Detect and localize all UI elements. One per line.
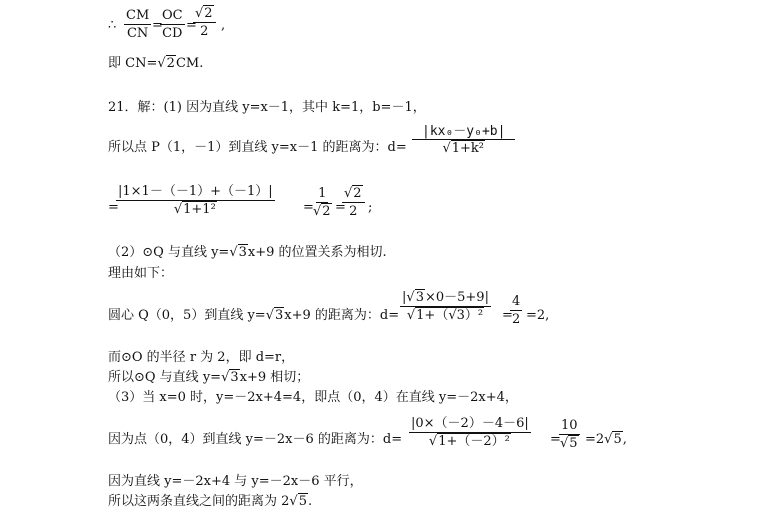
problem-part2-statement: （2）⊙Q 与直线 y=√3x+9 的位置关系为相切.	[108, 245, 387, 260]
fraction-denominator: 2	[349, 204, 358, 219]
radicand: 1+k²	[451, 141, 484, 156]
therefore-symbol: ∴	[108, 18, 117, 33]
fraction-oc-cd	[160, 8, 185, 41]
fraction-1-sqrt2: $\frac{1}{√2}$	[313, 186, 331, 219]
problem-part3-statement: （3）当 x=0 时，y=－2x+4=4，即点（0，4）在直线 y=－2x+4，	[108, 390, 518, 405]
parallel-distance-conclusion: 所以这两条直线之间的距离为 2√5.	[108, 494, 313, 509]
equals-sign: =	[186, 18, 197, 33]
equals-sign: =	[152, 18, 163, 33]
fraction-10-sqrt5: $\frac{10}{√5}$	[560, 418, 578, 451]
fraction-numerator: |1×1－（－1）+（－1）|	[118, 184, 273, 199]
distance-formula-fraction: $\frac{\text{|kx₀－y₀+b|}}{\text{√1+k²}}$	[412, 124, 515, 156]
point-distance-intro: 因为点（0，4）到直线 y=－2x－6 的距离为：d=	[108, 432, 403, 447]
fraction-denominator: 2	[200, 24, 209, 39]
problem-21-part1: 21．解：(1) 因为直线 y=x－1，其中 k=1，b=－1，	[108, 100, 426, 115]
radius-statement: 而⊙O 的半径 r 为 2，即 d=r，	[108, 350, 295, 365]
fraction-denominator: 2	[512, 312, 521, 327]
radicand: 3	[415, 290, 424, 305]
radicand: 5	[569, 436, 578, 451]
fraction-cm-cn	[124, 8, 151, 41]
result-2-sqrt5: =2√5,	[585, 432, 627, 447]
center-distance-fraction: $\frac{|√3\times 0-5+9|}{\text{√1+（√3）²}}$	[402, 290, 489, 323]
fraction-sqrt2-2: $\frac{√2}{2}$	[342, 186, 365, 219]
equals-sign: =	[303, 200, 314, 215]
center-distance-intro: 圆心 Q（0，5）到直线 y=√3x+9 的距离为：d=	[108, 308, 400, 323]
radicand: 3	[230, 370, 239, 385]
radicand: 3	[238, 245, 247, 260]
equals-sign: =	[550, 432, 561, 447]
fraction-denominator: CN	[126, 26, 149, 41]
fraction-4-2	[510, 294, 522, 327]
distance-substitution-fraction: $\frac{|1\times 1-(-1)+(-1)|}{\text{√1+1²}}$	[118, 184, 273, 217]
reason-heading: 理由如下：	[108, 266, 174, 281]
point-distance-fraction: $\frac{|0\times(-2)-4-6|}{\text{√1+（－2）²}}$	[411, 416, 529, 449]
fraction-numerator: 10	[561, 418, 578, 433]
result-equals-2: =2,	[526, 308, 550, 323]
fraction-sqrt2-2: $\frac{√2}{2}$	[193, 6, 216, 39]
statement-cn-equals: 即 CN=√2CM.	[108, 56, 204, 71]
radicand: 2	[322, 204, 331, 219]
fraction-numerator: 1	[318, 186, 327, 201]
equals-sign: =	[108, 200, 119, 215]
radicand: 2	[166, 56, 175, 71]
tangent-conclusion: 所以⊙Q 与直线 y=√3x+9 相切；	[108, 370, 310, 385]
fraction-numerator: |kx₀－y₀+b|	[412, 124, 515, 140]
fraction-numerator: 4	[512, 294, 521, 309]
fraction-numerator: OC	[162, 8, 183, 23]
equals-sign: =	[502, 308, 513, 323]
radicand: 1+1²	[183, 202, 216, 217]
distance-formula-intro: 所以点 P（1，－1）到直线 y=x－1 的距离为：d=	[108, 140, 407, 155]
fraction-numerator: CM	[126, 8, 150, 23]
fraction-numerator: |0×（－2）－4－6|	[411, 416, 529, 431]
semicolon: ;	[368, 200, 373, 215]
equals-sign: =	[335, 200, 346, 215]
radicand: 1+（－2）²	[438, 434, 510, 449]
radicand: 3	[275, 308, 284, 323]
radicand: 1+（√3）²	[416, 308, 484, 323]
parallel-lines-statement: 因为直线 y=－2x+4 与 y=－2x－6 平行，	[108, 474, 363, 489]
radicand: 2	[353, 186, 362, 201]
radicand: 5	[613, 432, 622, 447]
radicand: 2	[204, 6, 213, 21]
radicand: 5	[298, 494, 307, 509]
comma: ,	[221, 18, 226, 33]
fraction-denominator: CD	[162, 26, 183, 41]
